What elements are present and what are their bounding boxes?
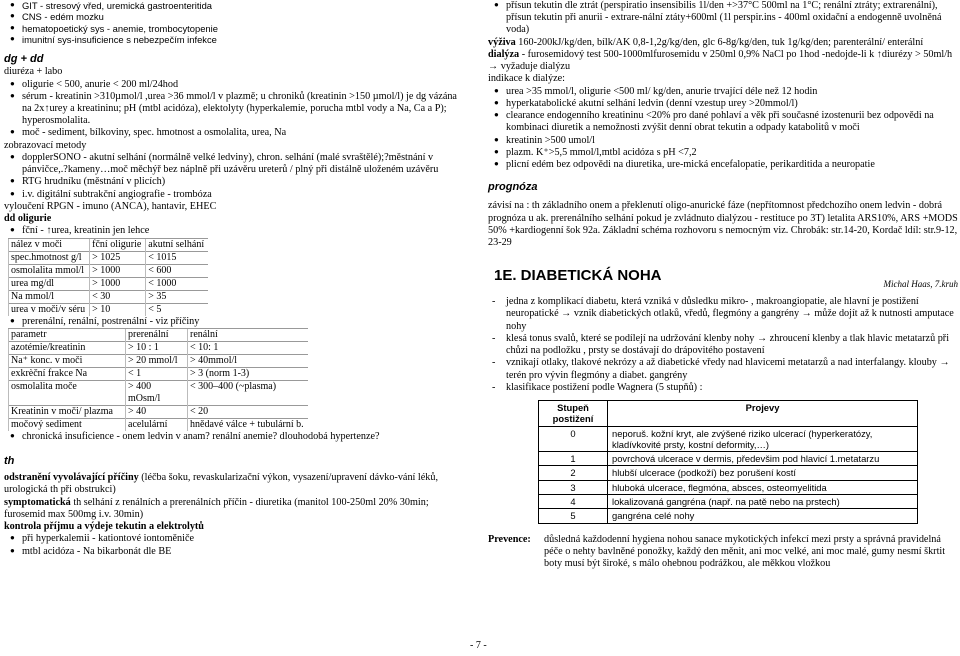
table-row <box>9 380 308 405</box>
dg-heading: dg + dd <box>4 53 44 66</box>
th-para-1-bold: odstranění vyvolávající příčiny <box>4 472 139 484</box>
dn-item: - klesá tonus svalů, které se podílejí na udržování klenby nohy → zhroucení klenby a tlak hlavic metatarzů při chůzi na podložku , prsty se dostávají do drápovitého postavení <box>488 333 958 357</box>
cell: > 40 <box>126 405 188 418</box>
cell: azotémie/kreatinin <box>9 341 126 354</box>
cell: spec.hmotnost g/l <box>9 251 90 264</box>
table-row <box>539 466 918 480</box>
cell: 4 <box>539 495 608 509</box>
signature: Michal Haas, 7.kruh <box>883 279 958 290</box>
dialyza-text: - furosemidový test 500-1000mlfurosemidu v 250ml 0,9% NaCl po 1hod -nedojde-li k ↑diurézy > 50ml/h → vyžaduje dialýzu <box>488 48 953 73</box>
table-row <box>539 495 918 509</box>
diureza-label: diuréza + labo <box>4 66 63 78</box>
top-item: ● imunitní sys-insuficience s nebezpečím infekce <box>4 34 459 45</box>
cell: hluboká ulcerace, flegmóna, absces, osteomyelitida <box>608 480 918 494</box>
cell: 3 <box>539 480 608 494</box>
cell: lokalizovaná gangréna (např. na patě nebo na prstech) <box>608 495 918 509</box>
cell: < 5 <box>146 303 208 316</box>
kontrola-item: ● při hyperkalemii - kationtové iontoměniče <box>4 533 459 545</box>
dialyza-label: dialýza <box>488 48 520 60</box>
cell: > 1025 <box>90 251 146 264</box>
kontrola-item: ● mtbl acidóza - Na bikarbonát dle BE <box>4 546 459 558</box>
prevence-label: Prevence: <box>488 533 531 545</box>
prevence-text: důsledná každodenní hygiena nohou sanace mykotických infekcí mezi prsty a správná pravidelná péče o nehty bavlněné ponožky, každý den měnit, ani moc velké, ani moc malé, gumy nesmí škrtit boty musí být široké, s málo ohebnou podrážkou, ale měkkou vložkou <box>544 533 946 570</box>
cell: > 20 mmol/l <box>126 354 188 367</box>
prevence-block <box>488 534 958 571</box>
table-row <box>539 509 918 523</box>
page-number: - 7 - <box>470 640 487 651</box>
cell: 0 <box>539 426 608 452</box>
table-row <box>9 290 209 303</box>
cell: > 3 (norm 1-3) <box>188 367 308 380</box>
imaging-item: ● i.v. digitální subtrakční angiografie - trombóza <box>4 189 459 201</box>
indikace-item: ● plazm. K⁺>5,5 mmol/l,mtbl acidóza s pH <7,2 <box>488 147 958 159</box>
vyziva-text: 160-200kJ/kg/den, bílk/AK 0,8-1,2g/kg/den, glc 6-8g/kg/den, tuk 1g/kg/den; parenterální/ enterální <box>515 36 924 48</box>
cell: < 1015 <box>146 251 208 264</box>
cell: 2 <box>539 466 608 480</box>
cell: > 40mmol/l <box>188 354 308 367</box>
dn-item: - jedna z komplikací diabetu, která vzniká v důsledku mikro- , makroangiopatie, ale hlavní je postižení neuropatické → vznik diabetických otlaků, vředů, flegmóny a gangrény → může dojít až k nutnosti amputace nohy <box>488 296 958 333</box>
indikace-label: indikace k dialýze: <box>488 73 565 85</box>
cell: < 300–400 (~plasma) <box>188 380 308 405</box>
indikace-item: ● hyperkatabolické akutní selhání ledvin (denní vzestup urey >20mmol/l) <box>488 98 958 110</box>
table-row <box>9 277 209 290</box>
dialyza-para <box>488 49 958 73</box>
dn-item: - vznikají otlaky, tlakové nekrózy a až diabetické vředy nad hlavicemi metatarzů a nad interfalangy. klouby → terén pro vývin flegmóny a diabet. gangrény <box>488 357 958 381</box>
prognoza-text: závisí na : th základního onem a překlenutí oligo-anurické fáze (nepřítomnost předchozího onem ledvin - dobrá prognóza u ak. prerenálního selhání pokud je zvládnuto dialýzou - restituce po 3T) letalita ARS10%, ARS +MODS 50% +kardiogenní šok 92a. Základní schéma rozhovoru s nemocným viz. Chrobák: str.14-20, Kordač ldíl: str.9-12, 23-29 <box>488 200 958 249</box>
imaging-item: ● RTG hrudníku (městnání v plicích) <box>4 176 459 188</box>
indikace-item: ● urea >35 mmol/l, oligurie <500 ml/ kg/den, anurie trvající déle než 12 hodin <box>488 86 958 98</box>
cell: < 10: 1 <box>188 341 308 354</box>
cell: urea v moči/v séru <box>9 303 90 316</box>
dd-oligurie-heading: dd oligurie <box>4 213 52 225</box>
th-para-1-text: (léčba šoku, revaskularizační výkon, vysazení/upravení dávko-vání léků, urologická th při obstrukci) <box>4 472 438 496</box>
indikace-item: ● plicní edém bez odpovědi na diuretika, ure-mická encefalopatie, perikarditida a neuropatie <box>488 159 958 171</box>
cell: gangréna celé nohy <box>608 509 918 523</box>
cell: Na mmol/l <box>9 290 90 303</box>
dn-item: - klasifikace postižení podle Wagnera (5 stupňů) : <box>488 382 958 394</box>
table-header: Stupeň postižení <box>539 401 608 427</box>
top-item: ● CNS - edém mozku <box>4 11 459 22</box>
dg-item: ● moč - sediment, bílkoviny, spec. hmotnost a osmolalita, urea, Na <box>4 127 459 139</box>
dg-item: ● oligurie < 500, anurie < 200 ml/24hod <box>4 79 459 91</box>
cell: 1 <box>539 452 608 466</box>
right-column <box>488 0 958 570</box>
top-item: ● GIT - stresový vřed, uremická gastroenteritida <box>4 0 459 11</box>
th-para-2-text: th selhání z renálních a prerenálních příčin - diuretika (manitol 100-250ml 20% 30min; furosemid max 500mg i.v. 30min) <box>4 496 429 520</box>
table-row <box>9 251 209 264</box>
cell: > 1000 <box>90 277 146 290</box>
cell: > 10 <box>90 303 146 316</box>
wagner-table <box>538 400 918 524</box>
kontrola-heading: kontrola příjmu a výdeje tekutin a elektrolytů <box>4 521 204 533</box>
cell: > 10 : 1 <box>126 341 188 354</box>
cell: acelulární <box>126 418 188 431</box>
table-row <box>539 426 918 452</box>
fcni-item: ● fční - ↑urea, kreatinin jen lehce <box>4 225 459 237</box>
indikace-item: ● kreatinin >500 umol/l <box>488 135 958 147</box>
table-header: renální <box>188 328 308 341</box>
cell: < 1 <box>126 367 188 380</box>
cell: > 400 mOsm/l <box>126 380 188 405</box>
urine-table <box>8 238 208 316</box>
table-row <box>539 480 918 494</box>
table-row <box>9 264 209 277</box>
table-header: prerenální <box>126 328 188 341</box>
table-row <box>9 341 308 354</box>
imaging-item: ● dopplerSONO - akutní selhání (normálně velké ledviny), chron. selhání (malé svraštělé);?městnání v pánvičce,.?kameny…moč měchýř bez náplně při uzávěru ureterů / plný při distálně uloženém uzávěru <box>4 152 459 176</box>
table-row <box>9 303 209 316</box>
prerenalni-item: ● prerenální, renální, postrenální - viz příčiny <box>4 316 459 328</box>
left-column <box>4 0 459 558</box>
table-header: akutní selhání <box>146 238 208 251</box>
table-header: parametr <box>9 328 126 341</box>
cell: Kreatinin v moči/ plazma <box>9 405 126 418</box>
table-row <box>9 418 308 431</box>
param-table <box>8 328 308 431</box>
th-heading: th <box>4 455 15 468</box>
section-heading: 1E. DIABETICKÁ NOHA <box>494 267 662 285</box>
indikace-item: ● clearance endogenního kreatininu <20% pro dané pohlaví a věk při současné izostenurii bez odpovědi na kombinaci diuretik a nemožnosti zvýšit denní obrat tekutin a odpady katabolitů v moči <box>488 110 958 134</box>
cell: osmolalita mmol/l <box>9 264 90 277</box>
cell: osmolalita moče <box>9 380 126 405</box>
table-header: fční oligurie <box>90 238 146 251</box>
vyziva-para <box>488 37 958 49</box>
cell: < 30 <box>90 290 146 303</box>
dg-item: ● sérum - kreatinin >310µmol/l ,urea >36 mmol/l v plazmě; u chroniků (kreatinin >150 µmol/l) je dg vázána na 2x↑urey a kreatininu; pH (mtbl acidóza), elektolyty (hyperkalemie, porucha mtbl vody a Na, Ca a P); hyperosmolalita. <box>4 91 459 128</box>
top-item: ● hematopoetický sys - anemie, trombocytopenie <box>4 23 459 34</box>
cell: > 35 <box>146 290 208 303</box>
vyziva-label: výživa <box>488 36 516 48</box>
cell: > 1000 <box>90 264 146 277</box>
cell: 5 <box>539 509 608 523</box>
top-item: ● přísun tekutin dle ztrát (perspiratio insensibilis 1l/den +>37°C 500ml na 1°C; renální ztráty; extrarenální), přísun tekutin při anurii - extrare-nální ztáty+600ml (1l perspir.ins - 400ml oxidační a endogenně uvolněná voda) <box>488 0 958 37</box>
table-row <box>539 452 918 466</box>
vylouceni-text: vyloučení RPGN - imuno (ANCA), hantavir, EHEC <box>4 200 217 212</box>
th-para-1 <box>4 472 459 496</box>
cell: urea mg/dl <box>9 277 90 290</box>
cell: < 600 <box>146 264 208 277</box>
cell: hnědavé válce + tubulární b. <box>188 418 308 431</box>
th-para-2 <box>4 497 459 521</box>
th-para-2-bold: symptomatická <box>4 496 71 508</box>
zobrazovaci-label: zobrazovací metody <box>4 139 87 151</box>
cell: neporuš. kožní kryt, ale zvýšené riziko ulcerací (hyperkeratózy, kladívkovité prsty, kostní deformity,…) <box>608 426 918 452</box>
table-row <box>9 405 308 418</box>
table-row <box>9 367 308 380</box>
cell: exkrèční frakce Na <box>9 367 126 380</box>
cell: povrchová ulcerace v dermis, předevšim pod hlavicí 1.metatarzu <box>608 452 918 466</box>
prognoza-heading: prognóza <box>488 181 538 194</box>
cell: Na⁺ konc. v moči <box>9 354 126 367</box>
chronicka-item: ● chronická insuficience - onem ledvin v anam? renální anemie? dlouhodobá hypertenze? <box>4 431 459 443</box>
table-header: nález v moči <box>9 238 90 251</box>
cell: močový sediment <box>9 418 126 431</box>
cell: < 1000 <box>146 277 208 290</box>
cell: < 20 <box>188 405 308 418</box>
cell: hlubší ulcerace (podkoží) bez porušení kostí <box>608 466 918 480</box>
table-row <box>9 354 308 367</box>
table-header: Projevy <box>608 401 918 427</box>
